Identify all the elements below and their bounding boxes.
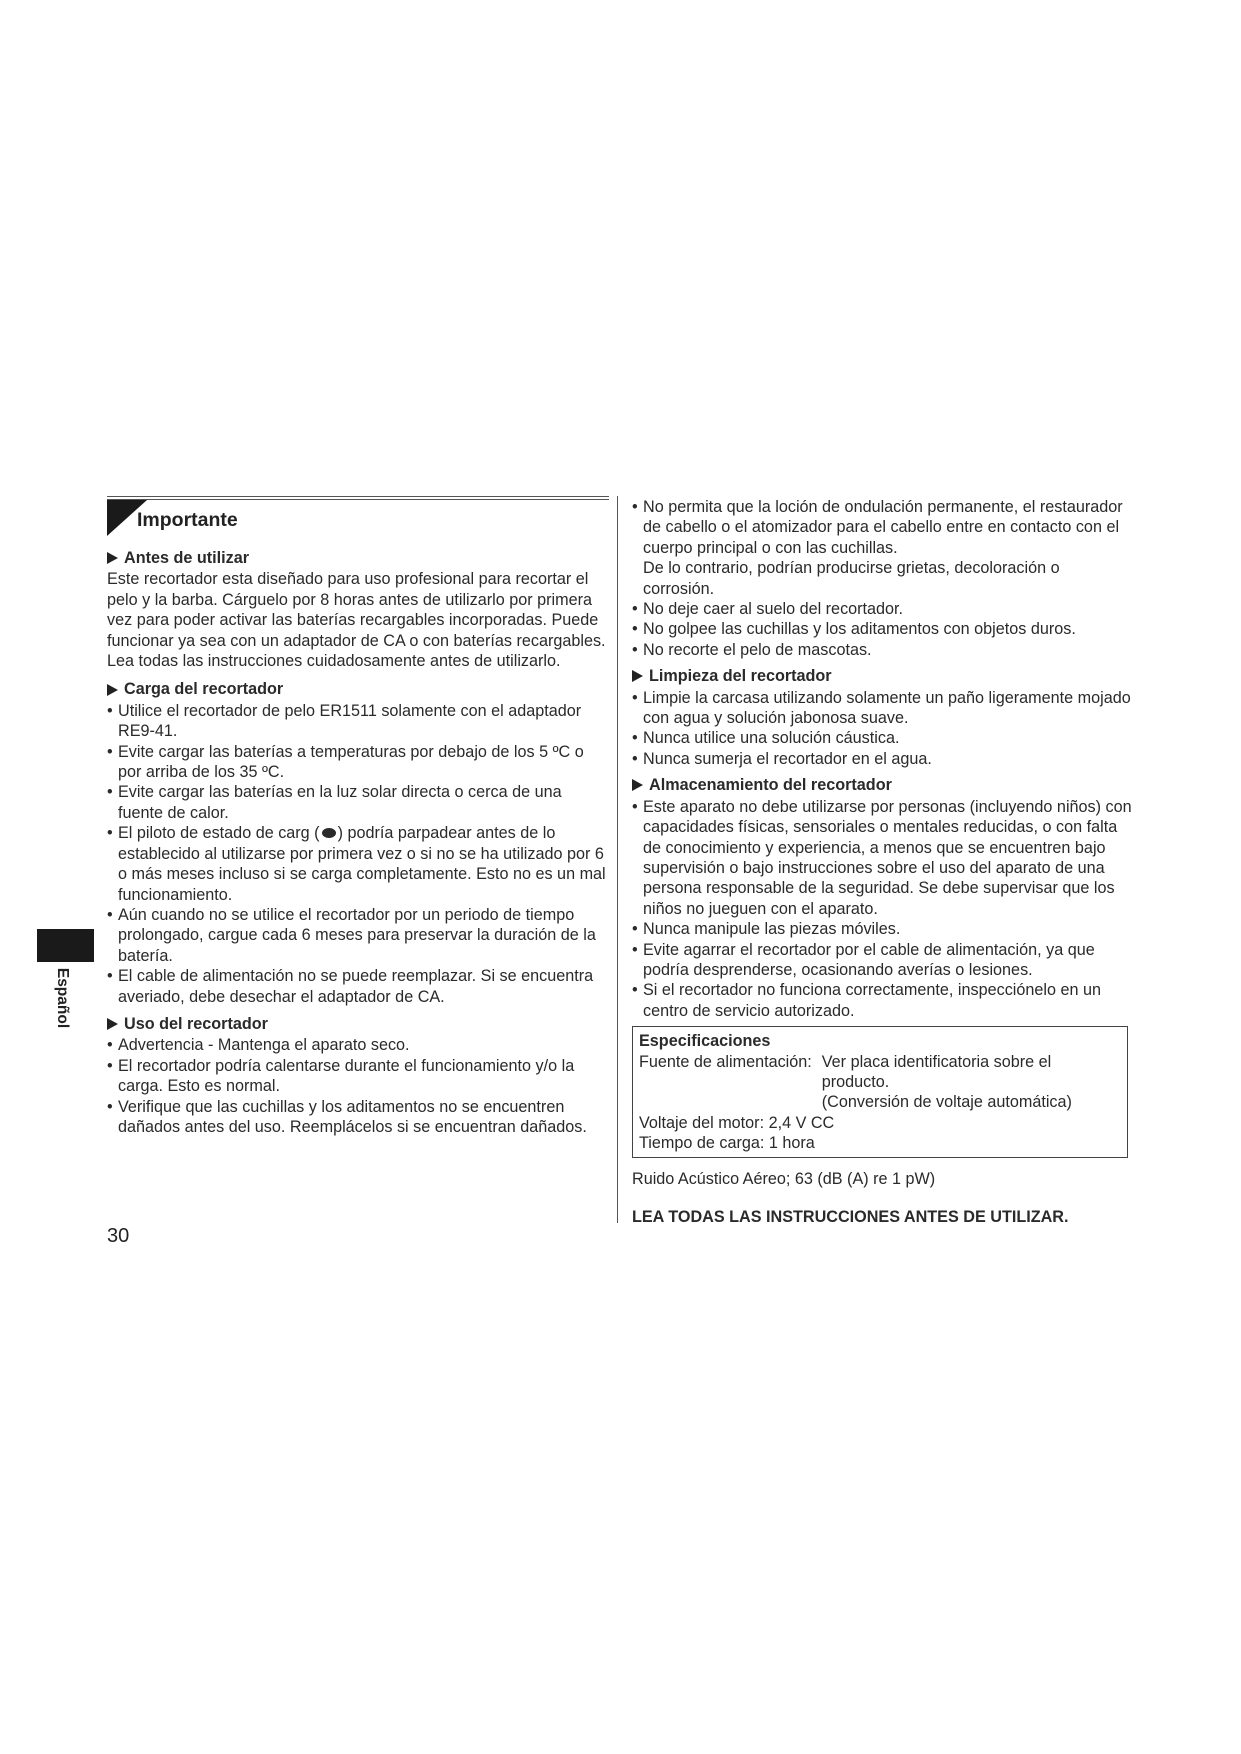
spec-charge-time: Tiempo de carga: 1 hora bbox=[639, 1134, 815, 1153]
arrow-right-icon bbox=[107, 552, 118, 564]
language-tab-marker bbox=[37, 929, 94, 962]
heading-antes-label: Antes de utilizar bbox=[124, 549, 250, 567]
list-item: • Nunca utilice una solución cáustica. bbox=[632, 729, 900, 748]
section-title: Importante bbox=[137, 509, 238, 531]
page-number: 30 bbox=[107, 1225, 130, 1247]
heading-almacenamiento bbox=[632, 775, 1132, 795]
list-item: • No permita que la loción de ondulación permanente, el restaurador de cabello o el atomizador para el cabello entre en contacto con el cuerpo principal o con las cuchillas. De lo contrario, podrían producirse grietas, decoloración o corrosión. bbox=[632, 497, 1132, 599]
heading-almacenamiento-label: Almacenamiento del recortador bbox=[649, 776, 892, 795]
uso-list bbox=[107, 1035, 607, 1137]
carga-list bbox=[107, 701, 607, 1007]
list-item: • Evite cargar las baterías en la luz solar directa o cerca de una fuente de calor. bbox=[107, 783, 562, 822]
list-item: • No golpee las cuchillas y los aditamentos con objetos duros. bbox=[632, 620, 1076, 639]
list-item: • No recorte el pelo de mascotas. bbox=[632, 640, 872, 659]
important-header bbox=[107, 496, 607, 538]
heading-uso bbox=[107, 1014, 607, 1034]
list-item: • Nunca sumerja el recortador en el agua. bbox=[632, 749, 932, 768]
list-item: • Verifique que las cuchillas y los aditamentos no se encuentren dañados antes del uso. Reemplácelos si se encuentran dañados. bbox=[107, 1097, 587, 1136]
limpieza-list bbox=[632, 688, 1132, 770]
heading-antes bbox=[107, 548, 607, 568]
specifications-title: Especificaciones bbox=[639, 1032, 771, 1051]
top-list bbox=[632, 497, 1132, 660]
arrow-right-icon bbox=[632, 670, 643, 682]
list-item: • Evite agarrar el recortador por el cable de alimentación, ya que podría desprenderse, ocasionando averías o lesiones. bbox=[632, 940, 1095, 979]
arrow-right-icon bbox=[107, 1018, 118, 1030]
noise-rating: Ruido Acústico Aéreo; 63 (dB (A) re 1 pW) bbox=[632, 1169, 936, 1188]
heading-limpieza-label: Limpieza del recortador bbox=[649, 667, 832, 686]
list-item: • Nunca manipule las piezas móviles. bbox=[632, 920, 901, 939]
heading-carga bbox=[107, 679, 607, 699]
header-rule bbox=[107, 496, 609, 500]
antes-paragraph: Este recortador esta diseñado para uso profesional para recortar el pelo y la barba. Cárguelo por 8 horas antes de utilizarlo por primera vez para poder activar las baterías recargables incorporadas. Puede funcionar ya sea con un adaptador de CA o con baterías recargables. Lea todas las instrucciones cuidadosamente antes de utilizarlo. bbox=[107, 570, 606, 671]
spec-motor: Voltaje del motor: 2,4 V CC bbox=[639, 1113, 835, 1132]
left-column bbox=[107, 496, 607, 1137]
heading-carga-label: Carga del recortador bbox=[124, 680, 284, 699]
spec-power-label: Fuente de alimentación: bbox=[639, 1052, 812, 1071]
list-item-extra: De lo contrario, podrían producirse grietas, decoloración o corrosión. bbox=[643, 559, 1060, 598]
charge-led-icon bbox=[320, 827, 338, 839]
list-item: • Evite cargar las baterías a temperaturas por debajo de los 5 ºC o por arriba de los 35 ºC. bbox=[107, 742, 584, 782]
list-item: • Utilice el recortador de pelo ER1511 solamente con el adaptador RE9-41. bbox=[107, 701, 582, 741]
list-item: • El piloto de estado de carg ( ) podría parpadear antes de lo establecido al utilizarse por primera vez o si no se ha utilizado por 6 o más meses incluso si se carga completamente. Esto no es un mal funcionamiento. bbox=[107, 824, 606, 904]
list-item: • El cable de alimentación no se puede reemplazar. Si se encuentra averiado, debe desechar el adaptador de CA. bbox=[107, 967, 594, 1006]
final-notice: LEA TODAS LAS INSTRUCCIONES ANTES DE UTILIZAR. bbox=[632, 1208, 1069, 1226]
heading-uso-label: Uso del recortador bbox=[124, 1014, 268, 1033]
heading-limpieza bbox=[632, 666, 1132, 686]
spec-power-value: Ver placa identificatoria sobre el producto. (Conversión de voltaje automática) bbox=[821, 1052, 1072, 1112]
specifications-box bbox=[632, 1026, 1128, 1157]
language-label: Español bbox=[54, 967, 71, 1029]
list-item: • Limpie la carcasa utilizando solamente un paño ligeramente mojado con agua y solución jabonosa suave. bbox=[632, 688, 1131, 728]
column-divider bbox=[617, 496, 618, 1223]
arrow-right-icon bbox=[107, 684, 118, 696]
list-item: • No deje caer al suelo del recortador. bbox=[632, 600, 904, 619]
spec-power-row bbox=[639, 1052, 1121, 1113]
list-item: • Este aparato no debe utilizarse por personas (incluyendo niños) con capacidades físicas, sensoriales o mentales reducidas, o con falta de conocimiento y experiencia, a menos que se encuentren bajo supervisión o bajo instrucciones sobre el uso del aparato de una persona responsable de la seguridad. Se debe supervisar que los niños no jueguen con el aparato. bbox=[632, 797, 1132, 918]
list-item: • Aún cuando no se utilice el recortador por un periodo de tiempo prolongado, cargue cada 6 meses para preservar la duración de la batería. bbox=[107, 905, 596, 965]
arrow-right-icon bbox=[632, 779, 643, 791]
list-item: • Si el recortador no funciona correctamente, inspecciónelo en un centro de servicio autorizado. bbox=[632, 981, 1102, 1020]
almacenamiento-list bbox=[632, 797, 1132, 1021]
list-item: • Advertencia - Mantenga el aparato seco. bbox=[107, 1036, 410, 1055]
right-column bbox=[632, 497, 1132, 1227]
list-item: • El recortador podría calentarse durante el funcionamiento y/o la carga. Esto es normal. bbox=[107, 1056, 575, 1096]
